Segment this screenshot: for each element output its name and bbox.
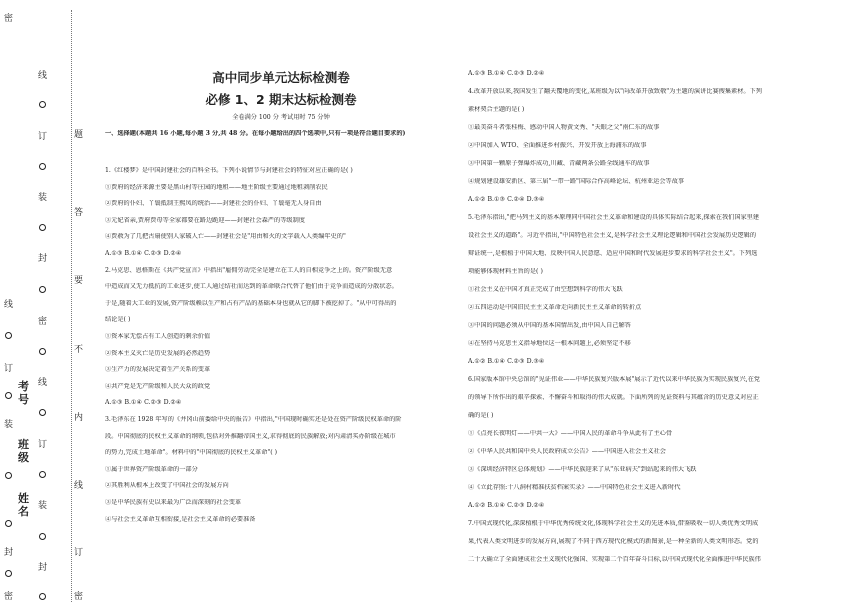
question-text-line: ④《立此存照:十八洞村精准扶贫档案实录》——中国特色社会主义进入新时代 (468, 484, 681, 491)
question-text-line: 素材契合主题的是( ) (468, 106, 525, 113)
margin-char: 封 (4, 548, 14, 558)
margin-circle (39, 409, 46, 416)
margin-circle (39, 533, 46, 540)
margin-char: 订 (4, 364, 14, 374)
question-text-line: ②资本主义灭亡是历史发展的必然趋势 (105, 349, 211, 357)
margin-circle (5, 332, 12, 339)
margin-circle (39, 471, 46, 478)
left-column (105, 0, 457, 608)
question-text-line: A.①② B.①④ C.②③ D.③④ (468, 358, 545, 365)
question-text-line: ④共产党是无产阶级和人民大众的政党 (105, 382, 211, 390)
question-text-line: 段。中国彻底的民权主义革命的纲领,包括对外推翻帝国主义,求得彻底的民族解放;对内肃清买办阶级在城市 (105, 432, 396, 440)
question-text-line: 6.国家版本馆中央总馆的"见证伟业——中华民族复兴版本展"展示了近代以来中华民族为实现民族复兴,在党 (468, 376, 760, 383)
question-text-line: 果,代表人类文明进步的发展方向,展现了不同于西方现代化模式的新图景,是一种全新的人类文明形态。党的 (468, 538, 759, 545)
question-text-line: 1.《红楼梦》是中国封建社会的百科全书。下列小说情节与封建社会的特征对应正确的是( ) (105, 167, 353, 174)
question-text-line: 2.马克思、恩格斯在《共产党宣言》中指出"雇佣劳动完全是建立在工人的自相竞争之上的。资产阶级无意 (105, 266, 393, 274)
margin-circle (39, 101, 46, 108)
margin-circle (39, 593, 46, 600)
question-text-line: ②《中华人民共和国中央人民政府成立公告》——中国进入社会主义社会 (468, 448, 666, 455)
question-text-line: ③《深圳经济特区总体规划》——中华民族迎来了从"东亚病夫"到站起来的伟大飞跃 (468, 466, 697, 473)
margin-char: 不 (74, 345, 84, 355)
question-text-line: ③是中华民族有史以来最为广泛而深刻的社会变革 (105, 499, 242, 506)
margin-char: 装 (38, 193, 48, 203)
question-text-line: ④在坚持马克思主义指导地位这一根本问题上,必须坚定不移 (468, 340, 631, 347)
question-text-line: 4.改革开放以来,我国发生了翻天覆地的变化,某班级为以"向改革开放致敬"为主题的演讲比赛搜集素材。下列 (468, 88, 762, 95)
question-text-line: A.①③ B.①④ C.②③ D.②④ (105, 399, 182, 407)
question-text-line: ③生产力的发展决定着生产关系的变革 (105, 366, 211, 374)
margin-char: 装 (4, 420, 14, 430)
question-text-line: 二十大确立了全面建成社会主义现代化强国、实现第二个百年奋斗目标,以中国式现代化全面推进中华民族伟 (468, 556, 761, 563)
name-label: 姓名 (18, 492, 29, 518)
class-label: 班级 (18, 438, 29, 464)
margin-circle (5, 472, 12, 479)
question-text-line: 3.毛泽东在 1928 年写的《井冈山前委给中央的报告》中指出,"中国现时确实还是处在资产阶级民权革命的阶 (105, 416, 402, 423)
question-text-line: 辩证统一,是根植于中国大地、反映中国人民意愿、适应中国和时代发展进步要求的科学社会主义"。下列选 (468, 250, 758, 257)
question-text-line: A.①③ B.①④ C.②③ D.②④ (468, 70, 545, 77)
question-text-line: 设社会主义的道路"。习近平指出,"中国特色社会主义,是科学社会主义理论逻辑和中国社会发展历史逻辑的 (468, 232, 757, 239)
question-text-line: ④贾赦为了几把古扇使别人家破人亡——封建社会是"用由和火的文字载入人类编年史的" (105, 233, 346, 241)
margin-char: 题 (74, 130, 84, 140)
margin-char: 订 (38, 132, 48, 142)
binding-margin (0, 0, 82, 608)
question-text-line: ①《点亮长夜明灯——中共一大》——中国人民的革命斗争从此有了主心骨 (468, 430, 673, 437)
margin-char: 要 (74, 276, 84, 286)
question-text-line: ④与社会主义革命互相衔接,是社会主义革命的必要准备 (105, 515, 256, 523)
section-heading: 一、选择题(本题共 16 小题,每小题 3 分,共 48 分。在每小题给出的四个选项中,只有一项是符合题目要求的) (105, 130, 406, 137)
question-text-line: ①社会主义在中国才真正完成了由空想到科学的伟大飞跃 (468, 286, 623, 293)
question-text-line: ②贾府的仆妇、丫鬟抵制王熙凤的统治——封建社会的仆妇、丫鬟毫无人身自由 (105, 200, 322, 208)
question-text-line: ①资本家无偿占有工人创造的剩余价值 (105, 333, 211, 340)
margin-char: 线 (4, 300, 14, 310)
margin-circle (5, 392, 12, 399)
question-text-line: 的势力,完成土地革命"。材料中的"中国彻底的民权主义革命"( ) (105, 449, 277, 457)
question-text-line: A.①③ B.①④ C.②③ D.②④ (105, 250, 182, 257)
question-text-line: 项能够体现材料主旨的是( ) (468, 268, 543, 275)
margin-char: 装 (38, 501, 48, 511)
margin-circle (5, 520, 12, 527)
margin-char: 答 (74, 208, 84, 218)
question-text-line: A.①② B.①④ C.②③ D.②④ (468, 502, 545, 509)
margin-char: 内 (74, 413, 84, 423)
margin-char: 订 (74, 548, 84, 558)
paper-subtitle: 必修 1、2 期末达标检测卷 (205, 92, 357, 107)
margin-char: 订 (38, 440, 48, 450)
margin-char: 线 (38, 378, 48, 388)
question-text-line: ②中国加入 WTO、全面推进乡村振兴、开发开放上海浦东的故事 (468, 142, 647, 149)
question-text-line: ④规划建设雄安新区、第三届"一带一路"国际合作高峰论坛、杭州亚运会等故事 (468, 178, 685, 185)
right-column (468, 0, 816, 608)
margin-char: 密 (74, 592, 84, 602)
exam-number-label: 考号 (18, 380, 29, 406)
question-text-line: A.①② B.①③ C.②④ D.③④ (468, 196, 545, 203)
margin-circle (5, 570, 12, 577)
margin-char: 密 (4, 592, 14, 602)
question-text-line: 的领导下所作出的艰辛探索、不懈奋斗和取得的伟大成就。下面所列的见证资料与其蕴含的历史意义对应正 (468, 394, 759, 401)
question-text-line: ③中国第一颗原子弹爆炸成功,川藏、青藏两条公路全线通车的故事 (468, 160, 650, 167)
margin-circle (39, 224, 46, 231)
question-text-line: ①贾府的经济来源主要是黑山村等庄园的地租——地主阶级主要通过地租剥削农民 (105, 183, 328, 191)
question-text-line: 确的是( ) (468, 412, 494, 419)
margin-circle (39, 286, 46, 293)
paper-title: 高中同步单元达标检测卷 (212, 70, 350, 85)
question-text-line: ①最美奋斗者张桂梅、感动中国人物黄文秀、"天眼之父"南仁东的故事 (468, 124, 660, 131)
question-text-line: 结论是( ) (105, 316, 131, 324)
margin-char: 密 (38, 317, 48, 327)
margin-char: 封 (38, 254, 48, 264)
question-text-line: ③元妃省亲,贾府贾母等全家都要在路边跪迎——封建社会森严的等级制度 (105, 216, 305, 224)
question-text-line: 7.中国式现代化,深深植根于中华优秀传统文化,体现科学社会主义的先进本质,借鉴吸收一切人类优秀文明成 (468, 520, 759, 527)
margin-char: 线 (74, 481, 84, 491)
margin-circle (39, 163, 46, 170)
margin-char: 封 (38, 563, 48, 573)
question-text-line: ③中国的问题必须从中国的基本国情出发,由中国人自己解答 (468, 322, 631, 329)
question-text-line: 5.毛泽东指出,"把马列主义的基本原理同中国社会主义革命和建设的具体实际结合起来,探索在我们国家里建 (468, 214, 760, 221)
cut-line (71, 10, 72, 602)
question-text-line: 于是,随着大工业的发展,资产阶级赖以生产和占有产品的基础本身也就从它的脚下被挖掉了。"从中可得出的 (105, 299, 397, 307)
question-text-line: ②其胜利从根本上改变了中国社会的发展方向 (105, 482, 229, 490)
question-text-line: ①属于世界资产阶级革命的一部分 (105, 465, 198, 473)
question-text-line: 中造成而又无力抵抗的工业进步,使工人通过结社而达到的革命联合代替了他们由于竞争而造成的分散状态。 (105, 283, 398, 291)
margin-circle (39, 348, 46, 355)
question-text-line: ②五四运动是中国旧民主主义革命走向新民主主义革命的转折点 (468, 304, 642, 311)
margin-char: 密 (4, 14, 14, 24)
margin-char: 线 (38, 71, 48, 81)
exam-meta: 全卷满分 100 分 考试用时 75 分钟 (232, 114, 330, 121)
